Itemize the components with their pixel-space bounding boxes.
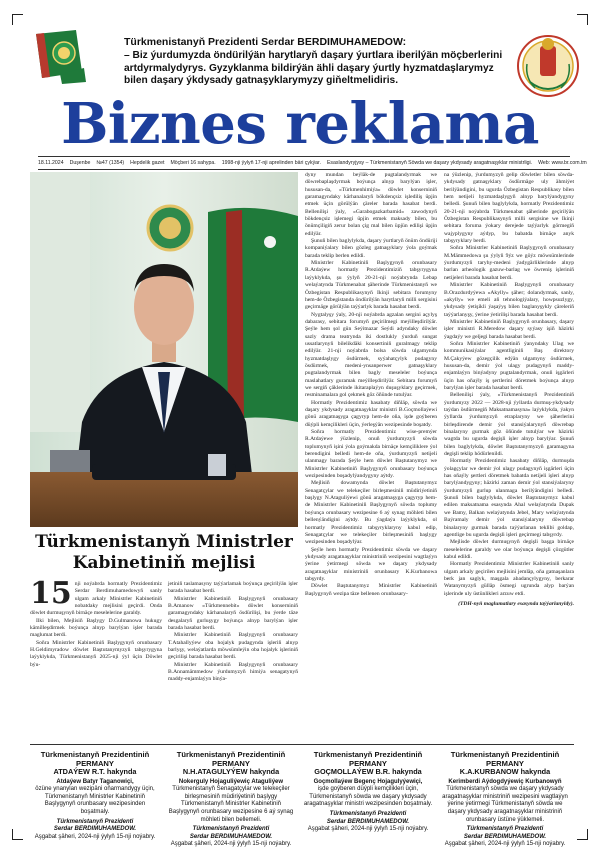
decree-subject: GOÇMOLLAÝEW B.R. hakynda bbox=[314, 767, 422, 776]
issue-frequency: Hepdelik gazet bbox=[130, 160, 165, 166]
issue-founder: Esaslandyryjysy – Türkmenistanyň Söwda we daşary ykdysady aragatnaşyklar ministrligi. bbox=[326, 160, 533, 166]
article-paragraph: Ministrler Kabinetiniň Başlygynyň orunbasary B.Annamämmedow ýurdumyzyň himiýa senagatynyň maddy-enjamlaýyn binýa- bbox=[168, 661, 298, 683]
article-paragraph: Şunuň bilen baglylykda, daşary ýurtlaryň önüm öndüriji kompaniýalary bilen gözleg gatnaşyklary ýola goýmak barada teklip berlen edildi. bbox=[305, 238, 437, 259]
decree-signer-name: Serdar BERDIMUHAMEDOW. bbox=[326, 818, 410, 825]
issue-number: №47 (1354) bbox=[96, 160, 125, 166]
crop-mark-bottom-right bbox=[577, 829, 588, 840]
decree-title: Türkmenistanyň Prezidentiniň PERMANY bbox=[176, 750, 286, 768]
article-column-1 bbox=[30, 576, 162, 669]
article-paragraph: Soňra hormatly Prezidentimiz wise-premýer R.Atdaýewe ýüzlenip, onuň ýurdumyzyň söwda toplumynyň işini ýola goýmakda birnäçe kemçiliklere ýol berendigini belledi hem-de oňa, ýurdumyzyň netijeli ulanmagy barada Şeýle hem döwlet Baştutanymyz we Ministrler Kabinetiniň Başlygynyň orunbasary boýunça wezipesinden boşadylýandygyny aýtdy. bbox=[305, 429, 437, 480]
article-paragraph: nji noýabrda hormatly Prezidentimiz Serdar Berdimuhamedowyň sanly ulgam arkaly Ministrler Kabinetiniň nobatdaky mejlisini geçirdi. Onda döwlet durmuşynyň birnäçe meselelerine garaldy. bbox=[30, 581, 162, 617]
decree-lead: Kerimberdi Aýdogdyýewiç Kurbanowyň bbox=[448, 778, 562, 785]
article-paragraph: Ministrler Kabinetiniň Başlygynyň orunbasary B.Amanow «Türkmennebit» döwlet konserniniň garamagyndaky kärhanalaryň ösdürilişi, bu ýerde täze desgalaryň gurluşygy boýunça alnyp barylýan işler barada hasabat berdi. bbox=[168, 595, 298, 632]
article-source: (TDH-nyň maglumatlary esasynda taýýarlanyldy). bbox=[458, 600, 574, 607]
article-paragraph: dyny mundan beýläk-de pugtalandyrmak we döwrebaplaşdyrmak boýunça alnyp barylýan işler, hususan-da, «Türkmenhimiýa» döwlet konserniniň garamagyndaky kärhanalaryň bökdençsiz işlediliş üpjin etmek üçin görülýän çäreler barada hasabat berdi. Bellenilişi ýaly, «Garabogazkarbamid» zawodynyň bökdençsiz işlemegi üpjin etmek maksady bilen, bu önümçiligiň zerur bolan çig mal bilen üpjün edilişi üpjin edilýär. bbox=[305, 172, 437, 237]
decree-lead: Nokerguly Hojaguliýewiç Ataguliýew bbox=[178, 778, 284, 785]
article-paragraph: Ministrler Kabinetiniň Başlygynyň orunbasary B.Orazdurdyýewa «Akylly» şäher; dolandyrmak, sanly, «akylly» we emeli aň tehnologiýalary, howpsuzlygy, ykdysady ýetişikli ýaşaýyş bilen baglanyşykly çäreleriň taýýarlanyşy, ýerine ýetirilişi barada hasabat berdi. bbox=[444, 282, 574, 318]
article-paragraph: Nygtalyşy ýaly, 20-nji noýabrda agzalan sergini açylyş dabarasy, sebitara forumyň geçirilmegi meýilleşdirilýär. Şeýle hem şol gün Seýitnazar Seýdi adyndaky döwlet sazly drama teatrynda iki dostlukly ýurduň sungat ussatlarynyň bilelikdäki konsertiniň guralmagy teklip edilýär. 21-nji noýabrda bolsa söwda ulgamynda hyzmatdaşlygy ösdürmek, syýahatçylyk pudagyny ösdürmek, medeni-ynsanperwer gatnaşyklary pugtalandyrmak bilen bagly meseleler boýunça maslahatlary guramak meýilleşdirilýär. Sebitara forumyň we sergiň çäklerinde ikitaraplaýyn duşuşyklary geçirmek, resminamalara gol çekmek göz öňünde tutulýar. bbox=[305, 311, 437, 399]
article-paragraph: Döwlet Baştutanymyz Ministrler Kabinetiniň Başlygynyň wezipa täze bellenen orunbasary- bbox=[305, 583, 437, 597]
decree-signer-name: Serdar BERDIMUHAMEDOW. bbox=[463, 833, 547, 840]
decree-body: Türkmenistanyň söwda we daşary ykdysady aragatnaşyklar ministriniň wezipesini wagtlaýyn ýerine ýetirmegi Türkmenistanyň söwda we daşary ykdysady aragatnaşyklar ministriniň orunbasary üstüne ýüklemeli. bbox=[442, 786, 568, 823]
decree-place-date: Aşgabat şäheri, 2024-nji ýylyň 15-nji noýabry. bbox=[307, 826, 429, 833]
article-paragraph: Ministrler Kabinetiniň Başlygynyň orunbasary R.Atdaýew hormatly Prezidentimiziň tabşyrygyna laýyklykda, şu ýylyň 20-21-nji noýabrynda Lebap welaýatynda Türkmenabat şäherinde Türkmenistanyň we Özbegistan Respublikasynyň Ikinji sebitara forumyny hem-de Özbegistanda öndürilýän harytlaryň milli sergisini geçirmäge görülýän taýýarlyk barada hasabat berdi. bbox=[305, 260, 437, 311]
decree-subject: N.H.ATAGULYÝEW hakynda bbox=[182, 767, 280, 776]
decree-signer-name: Serdar BERDIMUHAMEDOW. bbox=[53, 826, 137, 833]
decree-title: Türkmenistanyň Prezidentiniň PERMANY bbox=[40, 750, 150, 768]
issue-page-count: Möçberi 16 sahypa. bbox=[170, 160, 216, 166]
decree-signer-title: Türkmenistanyň Prezidenti bbox=[329, 810, 407, 817]
article-paragraph: Mejlisde döwlet durmuşynyň degişli başga birnäçe meselelerine garaldy we olar boýunça degişli çözgütler kabul edildi. bbox=[444, 539, 574, 560]
decree-body: işde goýberen düýpli kemçilikleri üçin, Türkmenistanyň söwda we daşary ykdysady aragatnaşyklar ministri wezipesinden boşatmaly. bbox=[303, 786, 433, 808]
decree-place-date: Aşgabat şäheri, 2024-nji ýylyň 15-nji noýabry. bbox=[444, 841, 566, 848]
decree-separator bbox=[30, 744, 574, 745]
article-paragraph: Mejlisiň dowamynda döwlet Baştutanymyz Senagatçylar we telekeçiler birleşmesiniň müdiriýetiniň başlygy N.Ataguliýewi gönü aragatnaşyga çagyryp hem-de Ministrler Kabinetiniň Başlygynyň söwda toplumy boýunça orunbasary wezipesine 6 aý synag möhleti bilen bellenýändigini aýtdy. Bu ýagdaýa laýyklykda, ol hormatly Prezidentimiz tabşyryklaryny kabul edip, Senagatçylar we telekeçiler birleşmesiniň başlygy wezipesinden boşadylýar. bbox=[305, 480, 437, 546]
issue-info-bar bbox=[38, 156, 587, 170]
crop-mark-bottom-left bbox=[12, 829, 23, 840]
decree-signer-title: Türkmenistanyň Prezidenti bbox=[56, 818, 134, 825]
decree-lead: Goçmollaýew Begenç Hojagulyýewiçi, bbox=[313, 778, 423, 785]
president-photo bbox=[30, 172, 298, 527]
issue-since: 1998-nji ýylyň 17-nji aprelinden bäri çykýar. bbox=[221, 160, 321, 166]
article-column-3 bbox=[305, 172, 437, 598]
article-paragraph: Soňra Ministrler Kabinetiniň Başlygynyň orunbasary M.Mämmedowa şu ýylyň 9ýz we göýz möwsümlerinde ýurdumyzyň taryhy-medeni ýadygärliklerinde alnyp barlan arheologik gazuw-barlag we öwreniş işleriniň netijeleri barada hasabat berdi. bbox=[444, 245, 574, 281]
president-quote bbox=[124, 36, 519, 88]
article-paragraph: jetiniň taslamasyny taýýarlamak boýunça geçirilýän işler barada hasabat berdi. bbox=[168, 581, 298, 595]
issue-date: 18.11.2024 bbox=[38, 160, 64, 166]
state-emblem-icon bbox=[30, 28, 92, 86]
article-paragraph: Bellenilişi ýaly, «Türkmenistanyň Prezidentiniň ýurdumyzy 2022 — 2028-nji ýyllarda durmuş-ykdysady taýdan ösdürmegiň Maksatnamasyna» laýyklykda, ýakyn ýyllarda ýurdumyzyň etraplaryny we şäherlerini birleşdirende demir ýol stansiýalarynyň döwrebap binalaryny gurmak göz öňünde tutulýar we häzirki wagtda bu ugurda degişli işler alnyp barylýar. Şunuň bilen baglylykda, döwlet Baştutanymyzyň garamagyna degişli teklip hödürlenildi. bbox=[444, 392, 574, 458]
article-paragraph: Hormatly Prezidentimiz hasabaty diňläp, durmuşda ýolagçylar we demir ýol ulagy pudagynyň işgärleri üçin has oňaýly şertleri döretmek babatda netijeli işleri alnyp barylýandygyny; häzirki zaman demir ýol stansiýalaryny ýurdumyzyň gurlup ulanmaga berilýändigini belledi. Şunuň bilen baglylykda, döwlet Baştutanymyz kabul edilen maksatnama esasynda Ahal welaýatynda Dupak we Bamy, Balkan welaýatynda Jebel, Mary welaýatynda Baýramaly demir ýol stansiýalaryny döwrebap binalaryny gurmak barada taýýarlanan teklibi goldap, agentlige bu ugurda degişli işleri geçirmegi tabşyrdy. bbox=[444, 458, 574, 538]
decree-place-date: Aşgabat şäheri, 2024-nji ýylyň 15-nji noýabry. bbox=[34, 833, 156, 840]
article-paragraph: Hormatly Prezidentimiz hasabaty diňläp, söwda we daşary ykdysady aragatnaşyklar ministri B.Goçmollaýewi gönü aragatnaşyga çagyryp hem-de oňa, işde goýberen düýpli kemçilikleri üçin, ýerleşýän wezipesinde boşatdy. bbox=[305, 399, 437, 428]
decree-title: Türkmenistanyň Prezidentiniň PERMANY bbox=[313, 750, 423, 768]
article-column-4 bbox=[444, 172, 574, 608]
article-column-2 bbox=[168, 581, 298, 684]
article-paragraph: Şeýle hem hormatly Prezidentimiz söwda we daşary ykdysady aragatnaşyklar ministriniň wezipesini wagtlaýyn ýerine ýetirmegi söwda we daşary ykdysady aragatnaşyklar ministriniň orunbasary K.Kurbanowa tabşyrdy. bbox=[305, 546, 437, 582]
article-paragraph: na ýüzlenip, ýurdumyzyň gelip döwletler bilen söwda-ykdysady gatnaşyklary ösdürmäge uly ähmiýet berilýändigini, bu ugurda Özbegistan Respublikasy bilen hem netijeli hyzmatdaşlygyň alnyp barylýandygyny belledi. Şunuň bilen baglylykda, hormatly Prezidentimiz 20-21-nji noýabrda Türkmenabat şäherinde geçirilýän Özbegistan Respublikasynyň milli sergisine we Ikinji sebitara foruma ýokary derejede taýýarlyk görmegiň wajyplygyny aýdyp, bu babatda birnäçe anyk tabşyryklary berdi. bbox=[444, 172, 574, 245]
decree-block bbox=[166, 750, 296, 849]
issue-weekday: Duşenbe bbox=[69, 160, 91, 166]
issue-website: Web: www.br.com.tm bbox=[538, 160, 587, 166]
quote-author: Türkmenistanyň Prezidenti Serdar BERDIMUHAMEDOW: bbox=[124, 36, 407, 48]
masthead-title: Biznes reklama bbox=[61, 91, 539, 157]
article-paragraph: Ministrler Kabinetiniň Başlygynyň orunbasary T.Atahallyýew oba hojalyk pudagynda işleriň alnyp barlyşy, welaýatlarda möwsümleýin oba hojalyk işleriniň geçirilişi barada hasabat berdi. bbox=[168, 632, 298, 661]
article-paragraph: Hormatly Prezidentimiz Ministrler Kabinetiniň sanly ulgam arkaly geçirilen mejlisini jemläp, oňa gatnaşanlara berk jan saglyk, maşgala abadançylygyny, berkarar Watanymyzyň gülläp ösmegi ugrunda alyp barýan işlerinde uly üstünlikleri arzuw etdi. bbox=[444, 561, 574, 597]
decree-subject: K.A.KURBANOW hakynda bbox=[459, 767, 551, 776]
decree-title: Türkmenistanyň Prezidentiniň PERMANY bbox=[450, 750, 560, 768]
decree-place-date: Aşgabat şäheri, 2024-nji ýylyň 15-nji noýabry. bbox=[170, 841, 292, 848]
decree-block bbox=[30, 750, 160, 841]
decree-body: Türkmenistanyň Senagatçylar we telekeçiler birleşmesiniň müdiriýetiniň başlygy Türkmenistanyň Ministrler Kabinetiniň Başlygynyň orunbasary wezipesine 6 aý synag möhleti bilen bellemeli. bbox=[168, 786, 294, 823]
article-paragraph: Ilki bilen, Mejlisiň Başlygy D.Gulmanowa hukugy kämilleşdirmek boýunça alnyp barylýan işler barada maglumat berdi. bbox=[30, 617, 162, 639]
quote-text: – Biz ýurdumyzda öndürilýän harytlaryň daşary ýurtlara iberilýän möçberlerini artdyrmalydyrys. Gyzyklanma bildirýän ähli daşary ýurtly hyzmatdaşlarymyz bilen daşary ýkdysady gatnaşyklarymyzy giňeltmelidiris. bbox=[124, 50, 503, 86]
article-paragraph: Soňra Ministrler Kabinetiniň Başlygynyň orunbasary H.Geldimyradow döwlet Baştutanymyzyň tabşyrygyna laýyklykda, Türkmenistanyň 2025-nji ýyl üçin Döwlet býu- bbox=[30, 639, 162, 668]
decree-body: özüne ynanylan wezipäni oňarmandygy üçin, Türkmenistanyň Ministrler Kabinetiniň Başlygynyň orunbasary wezipesinden boşatmaly. bbox=[35, 786, 155, 815]
decree-block bbox=[303, 750, 433, 834]
decree-signer-name: Serdar BERDIMUHAMEDOW. bbox=[189, 833, 273, 840]
decree-signer-title: Türkmenistanyň Prezidenti bbox=[192, 826, 270, 833]
decree-signer-title: Türkmenistanyň Prezidenti bbox=[466, 826, 544, 833]
article-paragraph: Soňra Ministrler Kabinetiniň ýanyndaky Ulag we kommunikasiýalar agentliginiň Baş direktory M.Çakyýew gözegçilik edýän ulgamyny ösdürmek, hususan-da, demir ýol ulagy pudagynyň maddy-enjamlaýyn binýadyny pugtalandyrmak, onuň işgärleri üçin has oňaýly iş şertlerini döretmek boýunça alnyp barylýan işler barada hasabat berdi. bbox=[444, 340, 574, 391]
decree-subject: ATDAÝEW R.T. hakynda bbox=[53, 767, 137, 776]
decree-block bbox=[440, 750, 570, 849]
crop-mark-top-left bbox=[12, 14, 23, 25]
article-paragraph: Ministrler Kabinetiniň Başlygynyň orunbasary, daşary işler ministri R.Meredow daşary syýasy işiň häzirki ýagdaýy we geljegi barada hasabat berdi. bbox=[444, 318, 574, 340]
article-dropcap: 15 bbox=[30, 576, 72, 611]
article-headline: Türkmenistanyň Ministrler Kabinetiniň mejlisi bbox=[35, 532, 293, 573]
decree-lead: Atdaýew Batyr Taganowiçi, bbox=[56, 778, 134, 785]
